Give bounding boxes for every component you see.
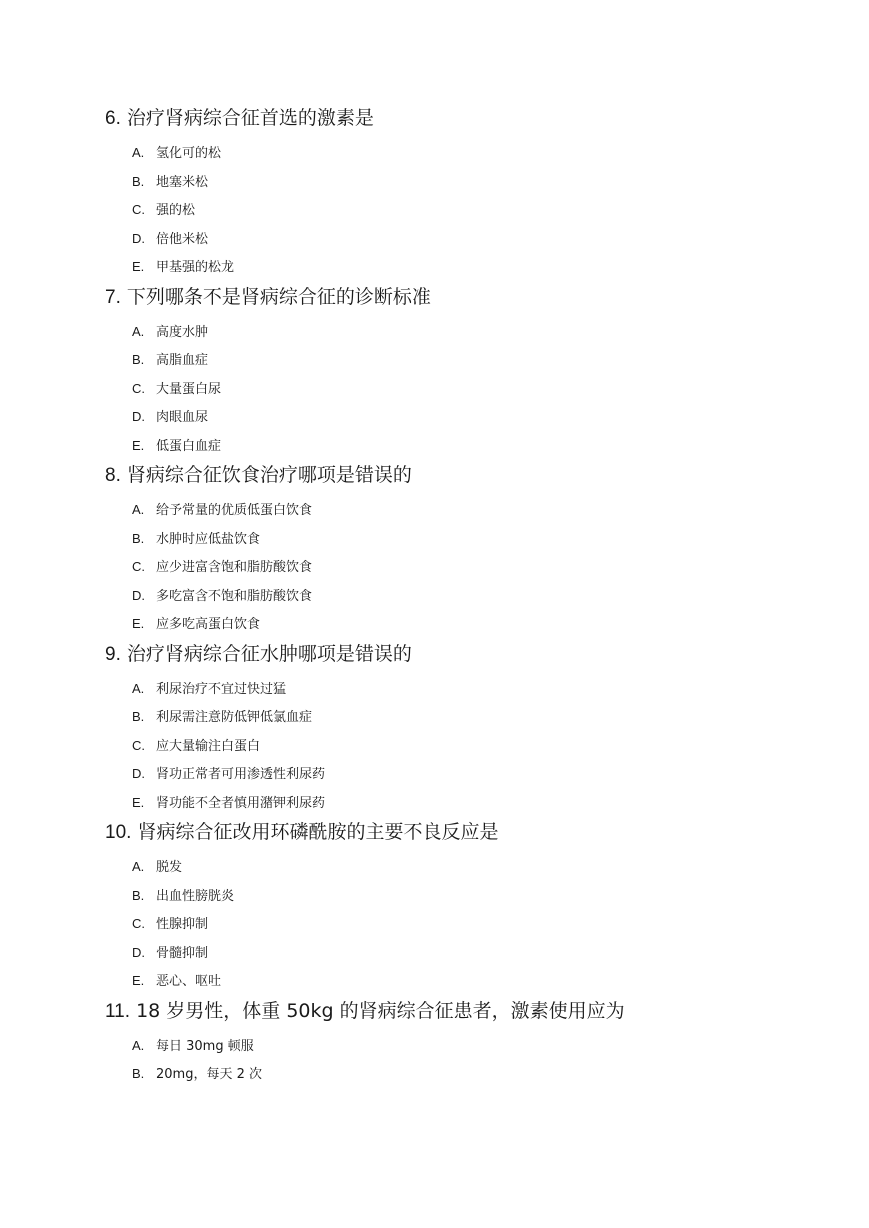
option-text: 水肿时应低盐饮食 bbox=[156, 531, 261, 547]
option-letter: D. bbox=[132, 230, 145, 246]
option-list bbox=[132, 1032, 825, 1089]
question-text: 肾病综合征饮食治疗哪项是错误的 bbox=[126, 464, 412, 486]
option-text: 甲基强的松龙 bbox=[156, 260, 235, 275]
option-list bbox=[132, 675, 825, 818]
question-9 bbox=[105, 639, 825, 818]
option-letter: C. bbox=[132, 380, 145, 396]
option-text: 地塞米松 bbox=[156, 174, 209, 190]
option-a bbox=[132, 853, 825, 882]
question-6 bbox=[105, 103, 825, 282]
question-text: 治疗肾病综合征首选的激素是 bbox=[126, 107, 374, 129]
option-text: 脱发 bbox=[156, 860, 183, 875]
option-letter: C. bbox=[132, 916, 145, 931]
option-letter: E. bbox=[132, 437, 145, 453]
option-list bbox=[132, 139, 825, 282]
question-number: 6. bbox=[105, 108, 121, 129]
option-a bbox=[132, 139, 825, 168]
option-text: 每日 30mg 顿服 bbox=[156, 1038, 254, 1054]
option-text: 倍他米松 bbox=[156, 231, 209, 247]
option-text: 出血性膀胱炎 bbox=[156, 888, 235, 904]
option-a bbox=[132, 318, 825, 347]
question-list bbox=[105, 103, 825, 1089]
option-text: 给予常量的优质低蛋白饮食 bbox=[156, 503, 313, 518]
question-number: 8. bbox=[105, 465, 121, 486]
option-a bbox=[132, 1032, 825, 1061]
option-c bbox=[132, 910, 825, 939]
option-a bbox=[132, 496, 825, 525]
option-letter: A. bbox=[132, 859, 145, 874]
option-d bbox=[132, 225, 825, 254]
option-text: 性腺抑制 bbox=[156, 917, 209, 932]
question-number: 7. bbox=[105, 286, 121, 308]
option-text: 大量蛋白尿 bbox=[156, 381, 222, 397]
option-e bbox=[132, 610, 825, 639]
question-text: 下列哪条不是肾病综合征的诊断标准 bbox=[126, 285, 431, 308]
option-letter: D. bbox=[132, 944, 145, 960]
option-letter: C. bbox=[132, 202, 145, 217]
question-text: 肾病综合征改用环磷酰胺的主要不良反应是 bbox=[137, 821, 499, 843]
option-e bbox=[132, 967, 825, 996]
option-letter: B. bbox=[132, 173, 145, 189]
option-letter: E. bbox=[132, 616, 145, 631]
option-b bbox=[132, 1060, 825, 1089]
question-text: 治疗肾病综合征水肿哪项是错误的 bbox=[126, 642, 412, 665]
option-e bbox=[132, 253, 825, 282]
option-letter: A. bbox=[132, 1037, 145, 1053]
option-text: 多吃富含不饱和脂肪酸饮食 bbox=[156, 588, 313, 604]
question-title bbox=[105, 460, 825, 490]
option-text: 应多吃高蛋白饮食 bbox=[156, 617, 261, 632]
option-letter: E. bbox=[132, 794, 145, 810]
option-text: 应大量输注白蛋白 bbox=[156, 738, 261, 754]
option-letter: A. bbox=[132, 502, 145, 517]
question-title bbox=[105, 103, 825, 133]
option-text: 低蛋白血症 bbox=[156, 438, 222, 454]
question-8 bbox=[105, 460, 825, 639]
option-letter: A. bbox=[132, 323, 145, 339]
option-b bbox=[132, 346, 825, 375]
option-d bbox=[132, 403, 825, 432]
question-number: 10. bbox=[105, 822, 132, 843]
option-letter: C. bbox=[132, 737, 145, 753]
option-text: 骨髓抑制 bbox=[156, 945, 209, 961]
question-title bbox=[105, 282, 825, 312]
option-text: 20mg，每天 2 次 bbox=[156, 1067, 262, 1082]
option-text: 利尿需注意防低钾低氯血症 bbox=[156, 710, 313, 725]
option-letter: A. bbox=[132, 145, 145, 160]
option-text: 强的松 bbox=[156, 203, 196, 218]
option-b bbox=[132, 525, 825, 554]
question-title bbox=[105, 639, 825, 669]
question-10 bbox=[105, 817, 825, 996]
option-text: 应少进富含饱和脂肪酸饮食 bbox=[156, 560, 313, 575]
option-e bbox=[132, 432, 825, 461]
option-letter: B. bbox=[132, 887, 145, 903]
question-7 bbox=[105, 282, 825, 461]
option-letter: D. bbox=[132, 409, 145, 424]
option-list bbox=[132, 853, 825, 996]
option-text: 高度水肿 bbox=[156, 324, 209, 340]
option-b bbox=[132, 882, 825, 911]
option-letter: B. bbox=[132, 530, 145, 546]
option-text: 利尿治疗不宜过快过猛 bbox=[156, 681, 287, 697]
option-list bbox=[132, 318, 825, 461]
option-c bbox=[132, 375, 825, 404]
option-a bbox=[132, 675, 825, 704]
option-letter: E. bbox=[132, 973, 145, 988]
question-text: 18 岁男性，体重 50kg 的肾病综合征患者，激素使用应为 bbox=[136, 999, 625, 1022]
option-b bbox=[132, 168, 825, 197]
option-text: 氢化可的松 bbox=[156, 146, 222, 161]
option-letter: A. bbox=[132, 680, 145, 696]
option-text: 恶心、呕吐 bbox=[156, 974, 222, 989]
option-letter: B. bbox=[132, 1066, 145, 1081]
option-c bbox=[132, 196, 825, 225]
option-text: 肾功能不全者慎用潴钾利尿药 bbox=[156, 795, 326, 811]
option-text: 高脂血症 bbox=[156, 353, 209, 368]
option-c bbox=[132, 553, 825, 582]
option-letter: B. bbox=[132, 709, 145, 724]
option-d bbox=[132, 939, 825, 968]
option-letter: C. bbox=[132, 559, 145, 574]
option-c bbox=[132, 732, 825, 761]
option-letter: D. bbox=[132, 766, 145, 781]
option-list bbox=[132, 496, 825, 639]
option-b bbox=[132, 703, 825, 732]
option-e bbox=[132, 789, 825, 818]
question-title bbox=[105, 996, 825, 1026]
option-letter: E. bbox=[132, 259, 145, 274]
option-text: 肾功正常者可用渗透性利尿药 bbox=[156, 767, 326, 782]
option-text: 肉眼血尿 bbox=[156, 410, 209, 425]
option-letter: D. bbox=[132, 587, 145, 603]
option-d bbox=[132, 582, 825, 611]
question-number: 11. bbox=[105, 1000, 131, 1022]
question-title bbox=[105, 817, 825, 847]
question-11 bbox=[105, 996, 825, 1089]
option-letter: B. bbox=[132, 352, 145, 367]
question-number: 9. bbox=[105, 643, 121, 665]
option-d bbox=[132, 760, 825, 789]
